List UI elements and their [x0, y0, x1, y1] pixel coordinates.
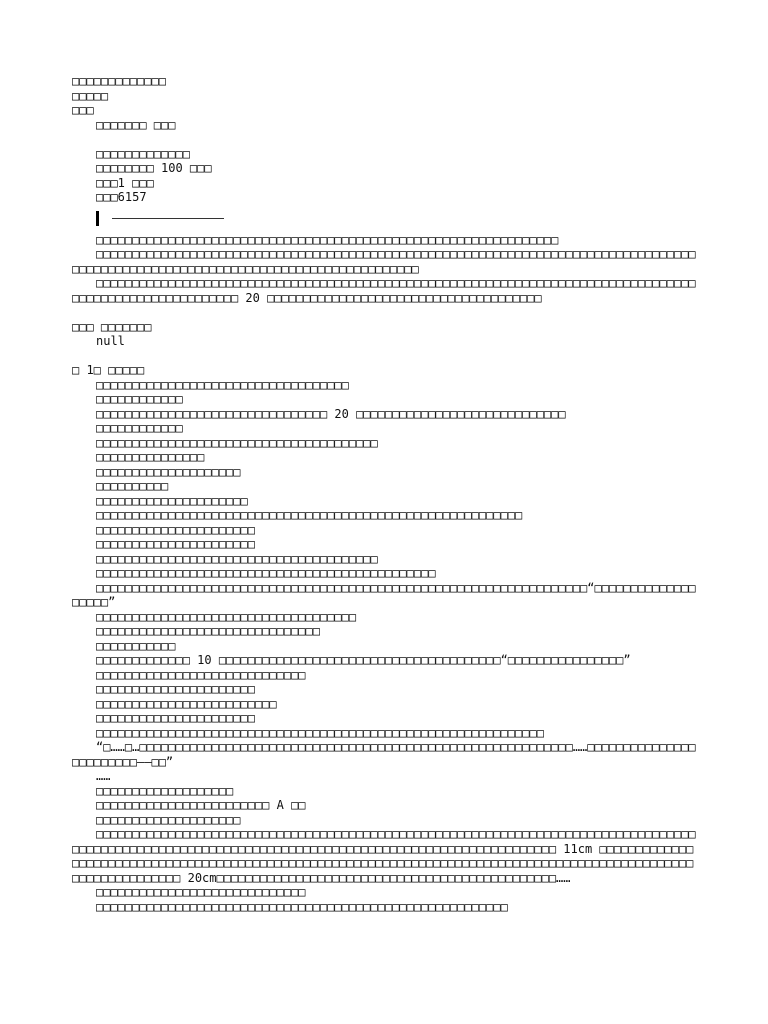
section-heading: □□□ □□□□□□□	[72, 319, 152, 334]
section-divider	[96, 211, 696, 227]
chapter-line: □□□□□□□□□□□□□□□□□□□□□□□□□□□□□□□□□□□□□□□	[96, 551, 378, 566]
chapter-line: □□□□□□□□□□□□□□□□□□□	[96, 783, 234, 798]
chapter-line: □□□□□□□□□□□□□□□□□□□□□□□□ A □□	[96, 798, 306, 812]
spacer	[72, 305, 696, 320]
chapter-line: □□□□□□□□□□□□□□□□□□□□□□□□□□□□□□□□□□□	[96, 377, 349, 392]
chapter-line: □□□□□□□□□□□□□□□□□□□□□□□□□□□□□□□□□□□□□□□□□□□□□□□□□□□□□□□□□□□□□□□□□□□□□□□□□□□□□□□□□□□□□□□□□□□□□□□□□□□□□□□□□□□□□□□□□□□□□□□□□□□□□□□□□□□□□□□□□□□□□□□□□□□□□□ 11cm □□□□□□□□□□□□□□□□□□□□□□□□□□□□□□□□□□□□□□□□□□□□□□□□□□□□□□□□□□□□□□□□□□□□□□□□□□□□□□□□□□□□□□□□□□□□□□□□□□□□□□□□□□□□□□□□□□ 20cm□□□□□□□□□□□□□□□□□□□□□□□□□□□□□□□□□□□□□□□□□□□□□□□……	[72, 827, 696, 885]
spacer	[72, 349, 696, 364]
chapter-line: □□□□□□□□□□□□□□□□□□□□	[96, 812, 241, 827]
chapter-line: □□□□□□□□□□□□□□□□□□□□□□□□□□□□□	[96, 885, 306, 899]
meta-line: □□□□□□□□ 100 □□□	[96, 161, 212, 175]
intro-paragraph: □□□□□□□□□□□□□□□□□□□□□□□□□□□□□□□□□□□□□□□□□□□□□□□□□□□□□□□□□□□□□□□□□□□□□□□□□□□□□□□□□□□□□□□□□□□□□□□□□□□□□□□□□□ 20 □□□□□□□□□□□□□□□□□□□□□□□□□□□□□□□□□□□□□□	[72, 276, 696, 305]
chapter-line: □□□□□□□□□□□□□□□	[96, 450, 205, 464]
chapter-line: □□□□□□□□□□□□□□□□□□□□□□□□□□□□□□□	[96, 624, 320, 638]
divider-rule	[112, 218, 224, 219]
chapter-line: □□□□□□□□□□□□□□□□□□□□□□	[96, 537, 255, 551]
chapter-line: □□□□□□□□□□□□□□□□□□□□□□	[96, 711, 255, 725]
chapter-line: □□□□□□□□□□□□□□□□□□□□□□□□□□□□□□□□□□□□□□□□□□□□□□□□□□□□□□□□□□□□□□	[96, 725, 544, 740]
intro-paragraph: □□□□□□□□□□□□□□□□□□□□□□□□□□□□□□□□□□□□□□□□□□□□□□□□□□□□□□□□□□□□□□□□	[96, 232, 559, 247]
chapter-line: □□□□□□□□□□□□□□□□□□□□□□□□□□□□□	[96, 667, 306, 682]
chapter-line: □□□□□□□□□□□□□□□□□□□□□□□□□□□□□□□□□□□□□□□	[96, 435, 378, 450]
doc-label: □□□	[72, 103, 94, 117]
chapter-line: □□□□□□□□□□□□□□□□□□□□□□□□□□□□□□□□□□□□□□□□□□□□□□□□□□□□□□□□□	[96, 899, 508, 914]
doc-subtitle: □□□□□	[72, 88, 109, 103]
chapter-line: ……	[96, 769, 111, 783]
chapter-line: □□□□□□□□□□□□□□□□□□□□□	[96, 493, 248, 508]
divider-bar	[96, 211, 99, 226]
chapter-heading: □ 1□ □□□□□	[72, 363, 145, 377]
chapter-line: □□□□□□□□□□□	[96, 638, 176, 653]
spacer	[72, 132, 696, 147]
chapter-body	[72, 378, 696, 915]
meta-line: □□□□□□□□□□□□□	[96, 146, 190, 161]
chapter-line: □□□□□□□□□□□□□□□□□□□□□□	[96, 522, 255, 537]
meta-line: □□□1 □□□	[96, 175, 154, 190]
document-page	[72, 74, 696, 914]
intro-paragraph: □□□□□□□□□□□□□□□□□□□□□□□□□□□□□□□□□□□□□□□□□□□□□□□□□□□□□□□□□□□□□□□□□□□□□□□□□□□□□□□□□□□□□□□□□□□□□□□□□□□□□□□□□□□□□□□□□□□□□□□□□□□□□□□□□□□	[72, 247, 696, 276]
chapter-line: □□□□□□□□□□□□□□□□□□□□□□	[96, 682, 255, 696]
chapter-line: □□□□□□□□□□□□	[96, 421, 183, 435]
chapter-line: □□□□□□□□□□□□□□□□□□□□□□□□□□□□□□□□□□□□□□□□□□□□□□□	[96, 566, 436, 580]
chapter-line: □□□□□□□□□□□□□□□□□□□□□□□□□□□□□□□□ 20 □□□□□□□□□□□□□□□□□□□□□□□□□□□□□	[96, 406, 566, 421]
chapter-line: “□……□…□□□□□□□□□□□□□□□□□□□□□□□□□□□□□□□□□□□□□□□□□□□□□□□□□□□□□□□□□□□□……□□□□□□□□□□□□□□□□□□□□□□□□——□□”	[72, 740, 696, 769]
section-value: null	[96, 334, 125, 348]
chapter-line: □□□□□□□□□□□□□□□□□□□□□□□□□□□□□□□□□□□□□□□□□□□□□□□□□□□□□□□□□□□	[96, 508, 523, 522]
chapter-line: □□□□□□□□□□□□□□□□□□□□□□□□□□□□□□□□□□□□□□□□□□□□□□□□□□□□□□□□□□□□□□□□□□□□“□□□□□□□□□□□□□□□□□□□”	[72, 580, 696, 609]
chapter-line: □□□□□□□□□□□□□□□□□□□□□□□□□□□□□□□□□□□□	[96, 609, 357, 624]
chapter-line: □□□□□□□□□□□□□□□□□□□□	[96, 464, 241, 479]
doc-title: □□□□□□□□□□□□□	[72, 74, 166, 88]
chapter-line: □□□□□□□□□□□□□ 10 □□□□□□□□□□□□□□□□□□□□□□□□□□□□□□□□□□□□□□□“□□□□□□□□□□□□□□□□”	[96, 653, 631, 667]
chapter-line: □□□□□□□□□□□□	[96, 392, 183, 406]
chapter-line: □□□□□□□□□□	[96, 479, 169, 493]
doc-byline: □□□□□□□ □□□	[96, 117, 176, 132]
meta-line: □□□6157	[96, 190, 147, 204]
chapter-line: □□□□□□□□□□□□□□□□□□□□□□□□□	[96, 696, 277, 711]
